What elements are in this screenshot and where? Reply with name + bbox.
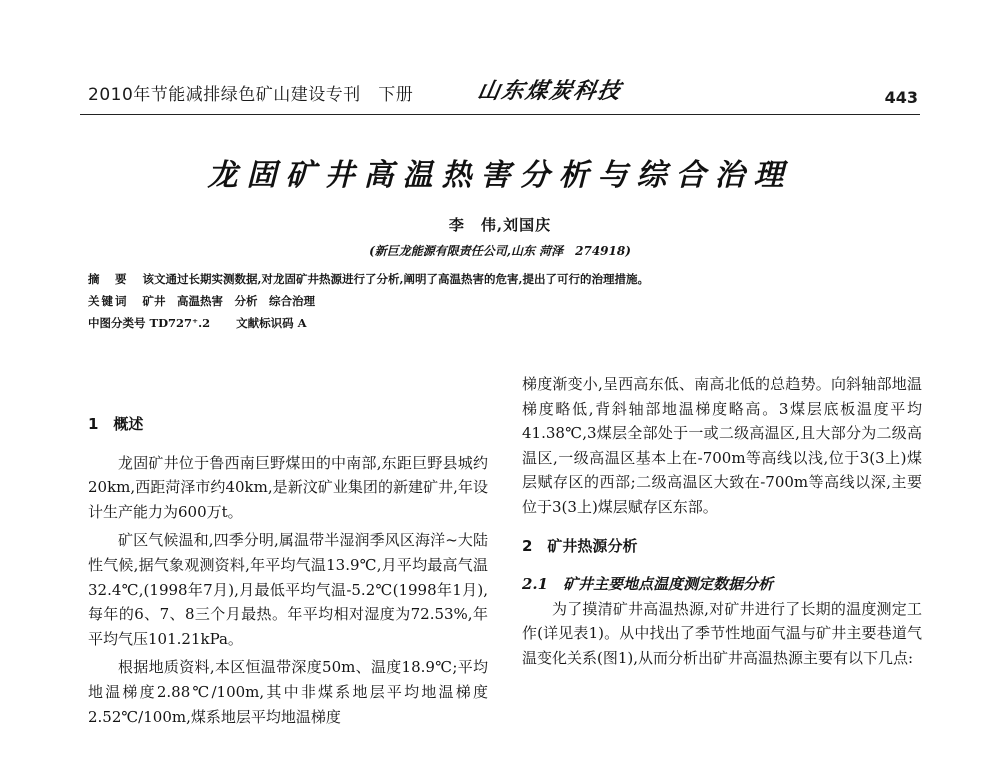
abstract-text: 该文通过长期实测数据,对龙固矿井热源进行了分析,阐明了高温热害的危害,提出了可行的治理措施。 [142,272,650,286]
abstract [88,270,928,288]
left-column [88,412,488,729]
article-authors: 李 伟,刘国庆 [448,216,552,234]
clc-value: TD727⁺.2 [149,316,211,330]
journal-logo: 山东煤炭科技 [475,78,625,104]
section-1-heading: 1 概述 [88,415,144,433]
classification [88,314,928,332]
overview-paragraph-2: 矿区气候温和,四季分明,属温带半湿润季风区海洋~大陆性气候,据气象观测资料,年平均气温13.9℃,月平均最高气温32.4℃,(1998年7月),月最低平均气温-5.2℃(1998年1月),每年的6、7、8三个月最热。年平均相对湿度为72.53%,年平均气压101.21kPa。 [88,531,488,648]
section-2-heading: 2 矿井热源分析 [522,536,638,555]
article-title: 龙固矿井高温热害分析与综合治理 [207,158,793,193]
keywords-label: 关键词 [88,294,129,308]
overview-paragraph-3: 根据地质资料,本区恒温带深度50m、温度18.9℃;平均地温梯度2.88℃/100m,其中非煤系地层平均地温梯度2.52℃/100m,煤系地层平均地温梯度 [88,658,488,726]
right-column [522,372,922,671]
doc-code-label: 文献标识码 [236,316,294,330]
keywords [88,292,928,310]
article-affiliation: (新巨龙能源有限责任公司,山东 菏泽 274918) [369,244,631,258]
header-divider [80,114,920,115]
overview-paragraph-1: 龙固矿井位于鲁西南巨野煤田的中南部,东距巨野县城约20km,西距菏泽市约40km,是新汶矿业集团的新建矿井,年设计生产能力为600万t。 [88,453,488,521]
abstract-label: 摘 要 [88,272,129,286]
doc-code-value: A [297,316,307,330]
page-number: 443 [884,88,918,107]
keywords-text: 矿井 高温热害 分析 综合治理 [142,294,315,308]
journal-header: 2010年节能减排绿色矿山建设专刊 下册 [88,85,414,105]
clc-label: 中图分类号 [88,316,146,330]
geothermal-paragraph: 梯度渐变小,呈西高东低、南高北低的总趋势。向斜轴部地温梯度略低,背斜轴部地温梯度略高。3煤层底板温度平均41.38℃,3煤层全部处于一或二级高温区,且大部分为二级高温区,一级高温区基本上在-700m等高线以浅,位于3(3上)煤层赋存区的西部;二级高温区大致在-700m等高线以深,主要位于3(3上)煤层赋存区东部。 [522,375,922,516]
heat-source-paragraph: 为了摸清矿井高温热源,对矿井进行了长期的温度测定工作(详见表1)。从中找出了季节性地面气温与矿井主要巷道气温变化关系(图1),从而分析出矿井高温热源主要有以下几点: [522,599,922,667]
subsection-2-1-heading: 2.1 矿井主要地点温度测定数据分析 [522,575,774,594]
